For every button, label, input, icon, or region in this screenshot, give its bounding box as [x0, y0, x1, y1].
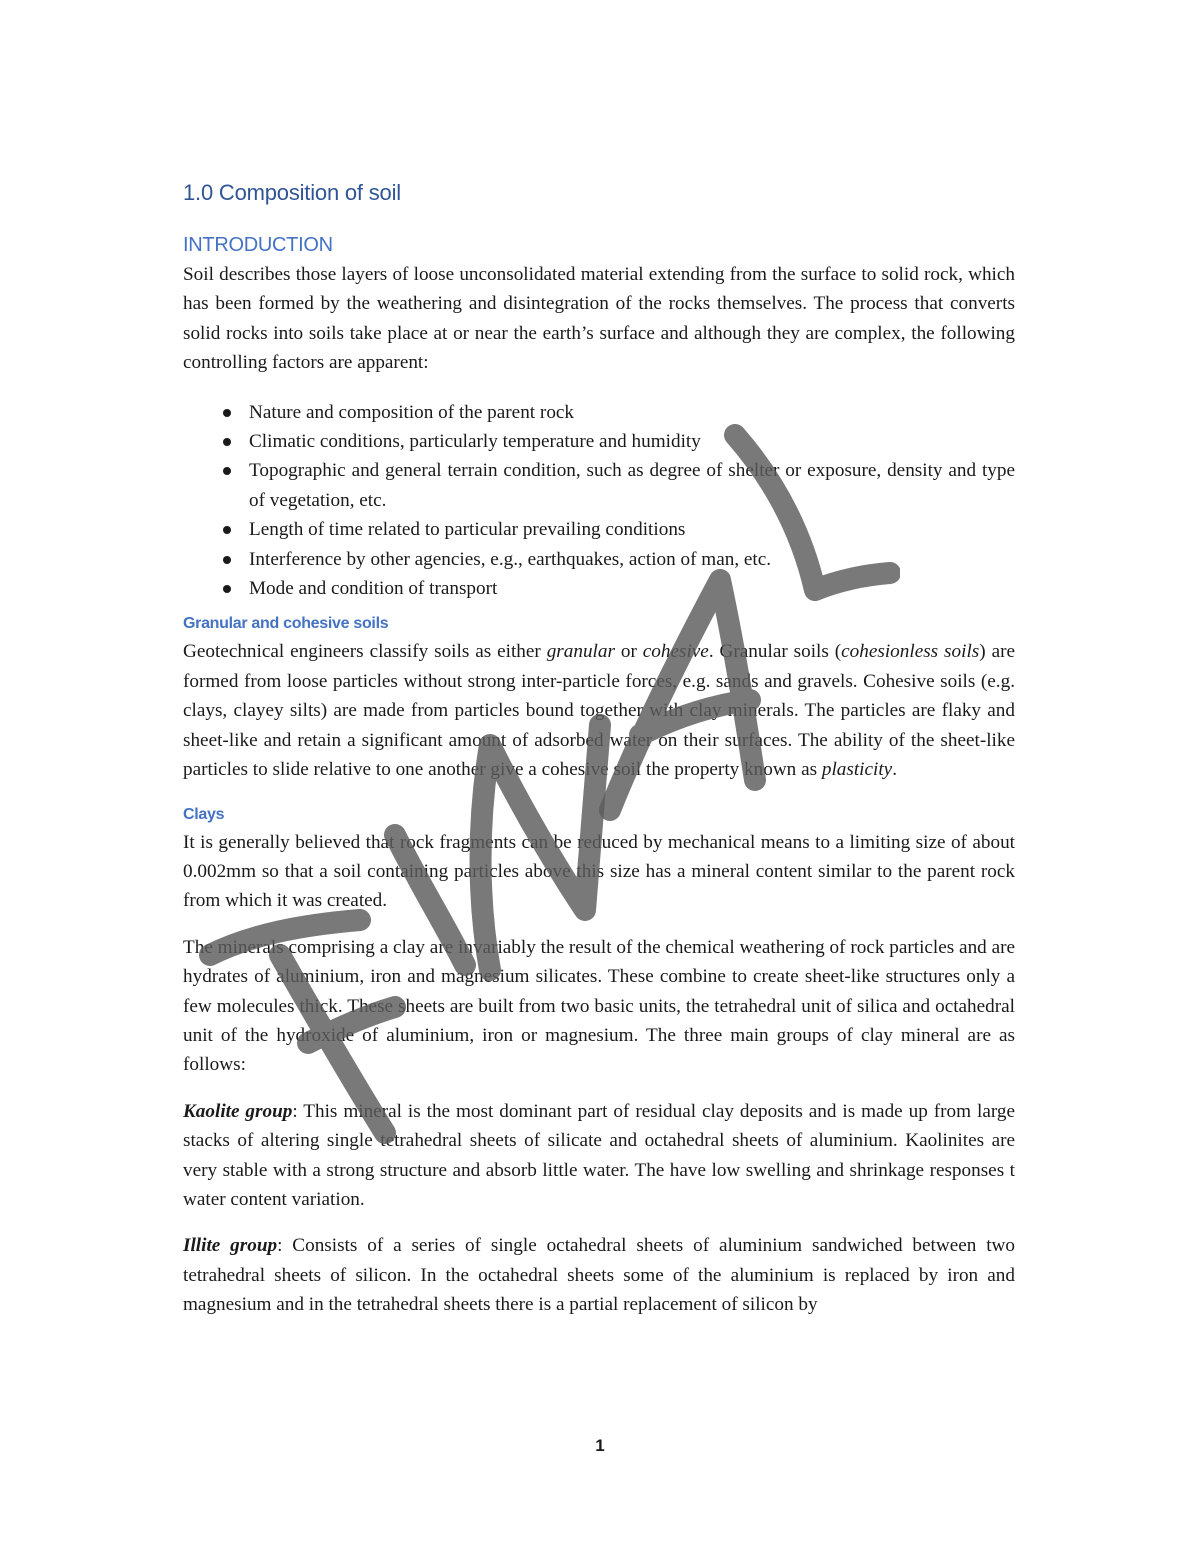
clays-paragraph-1: It is generally believed that rock fragments can be reduced by mechanical means to a limiting size of about 0.002mm so that a soil containing particles above this size has a mineral content similar to the parent rock from which it was created.: [183, 831, 1015, 912]
list-item-text: Nature and composition of the parent rock: [249, 401, 575, 423]
list-item: [183, 398, 1015, 427]
granular-cohesive-paragraph: [183, 637, 1015, 784]
list-item-text: Interference by other agencies, e.g., earthquakes, action of man, etc.: [249, 548, 772, 570]
clays-paragraph-2: The minerals comprising a clay are invariably the result of the chemical weathering of rock particles and are hydrates of aluminium, iron and magnesium silicates. These combine to create sheet-like structures only a few molecules thick. These sheets are built from two basic units, the tetrahedral unit of silica and octahedral unit of the hydroxide of aluminium, iron or magnesium. The three main groups of clay mineral are as follows:: [183, 936, 1015, 1076]
section-title: 1.0 Composition of soil: [183, 180, 401, 205]
list-item-text: Length of time related to particular prevailing conditions: [249, 519, 686, 541]
bullet-icon: [223, 467, 231, 475]
list-item-text: Topographic and general terrain condition, such as degree of shelter or exposure, density and type of vegetation, etc.: [249, 460, 1015, 511]
term-plasticity: plasticity: [821, 759, 893, 781]
text-run: . Granular soils (: [708, 641, 842, 663]
illite-term: Illite group: [183, 1235, 278, 1257]
kaolite-paragraph: [183, 1097, 1015, 1215]
bullet-icon: [223, 556, 231, 564]
list-item: [183, 456, 1015, 515]
term-granular: granular: [546, 641, 615, 663]
text-run: .: [892, 759, 897, 781]
introduction-heading: INTRODUCTION: [183, 234, 333, 256]
list-item: [183, 515, 1015, 544]
list-item: [183, 545, 1015, 574]
controlling-factors-list: [183, 398, 1015, 604]
bullet-icon: [223, 409, 231, 417]
granular-cohesive-heading: Granular and cohesive soils: [183, 615, 389, 633]
bullet-icon: [223, 526, 231, 534]
text-run: ) are formed from loose particles without strong inter-particle forces, e.g. sands and gravels. Cohesive soils (e.g. clays, clayey silts) are made from particles bound together with clay minerals. The particles are flaky and sheet-like and retain a significant amount of adsorbed water on their surfaces. The ability of the sheet-like particles to slide relative to one another give a cohesive soil the property known as: [183, 641, 1015, 781]
kaolite-term: Kaolite group: [183, 1100, 293, 1122]
term-cohesive: cohesive: [642, 641, 709, 663]
introduction-paragraph: Soil describes those layers of loose unconsolidated material extending from the surface to solid rock, which has been formed by the weathering and disintegration of the rocks themselves. The process that converts solid rocks into soils take place at or near the earth’s surface and although they are complex, the following controlling factors are apparent:: [183, 264, 1015, 374]
term-cohesionless: cohesionless soils: [841, 641, 980, 663]
text-run: or: [614, 641, 643, 663]
illite-paragraph: [183, 1231, 1015, 1319]
illite-text: : Consists of a series of single octahedral sheets of aluminium sandwiched between two tetrahedral sheets of silicon. In the octahedral sheets some of the aluminium is replaced by iron and magnesium and in the tetrahedral sheets there is a partial replacement of silicon by: [183, 1235, 1016, 1316]
bullet-icon: [223, 438, 231, 446]
text-run: Geotechnical engineers classify soils as either: [183, 641, 547, 663]
bullet-icon: [223, 585, 231, 593]
list-item-text: Climatic conditions, particularly temperature and humidity: [249, 431, 701, 453]
page-content: [183, 178, 1015, 1320]
clays-heading: Clays: [183, 805, 225, 823]
list-item: [183, 427, 1015, 456]
kaolite-text: : This mineral is the most dominant part of residual clay deposits and is made up from large stacks of altering single tetrahedral sheets of silicate and octahedral sheets of aluminium. Kaolinites are very stable with a strong structure and absorb little water. The have low swelling and shrinkage responses t water content variation.: [183, 1100, 1015, 1210]
page-number: 1: [595, 1436, 605, 1455]
list-item-text: Mode and condition of transport: [249, 578, 498, 600]
list-item: [183, 574, 1015, 603]
